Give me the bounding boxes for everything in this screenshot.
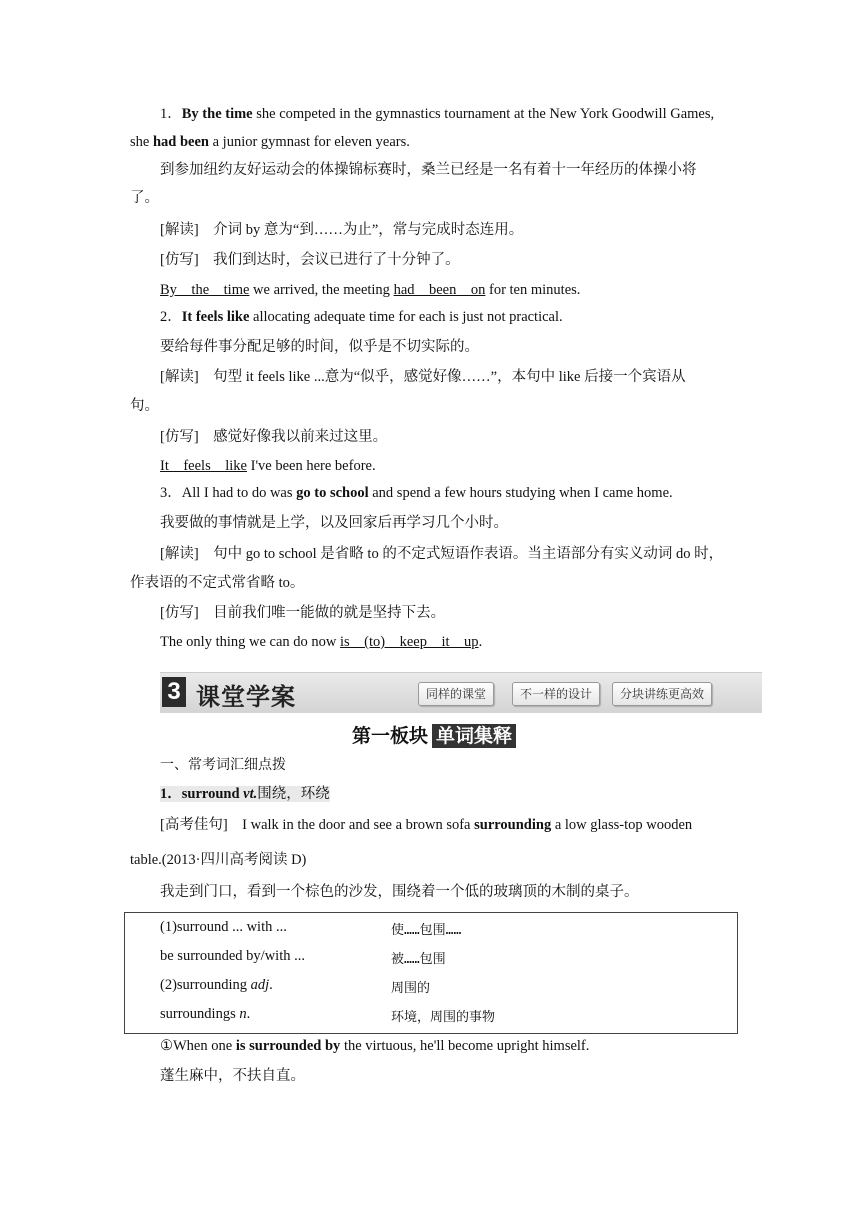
section-heading: 第一板块 单词集释	[352, 721, 516, 748]
usage-row-1-zh: 使……包围……	[391, 923, 462, 938]
sentence-3-imitation: [仿写] 目前我们唯一能做的就是坚持下去。	[160, 605, 446, 621]
gaokao-sentence-zh: 我走到门口，看到一个棕色的沙发，围绕着一个低的玻璃顶的木制的桌子。	[160, 884, 639, 900]
vocab-word-1: 1．surround vt.围绕，环绕	[160, 786, 330, 802]
gaokao-sentence: [高考佳句] I walk in the door and see a brown sofa surrounding a low glass-top wooden	[160, 817, 693, 833]
sentence-2-zh: 要给每件事分配足够的时间，似乎是不切实际的。	[160, 339, 479, 355]
usage-row-1-en: (1)surround ... with ...	[160, 919, 287, 935]
sentence-1-en-cont: she had been a junior gymnast for eleven years.	[130, 134, 410, 150]
banner-tag-3: 分块讲练更高效	[612, 682, 712, 706]
sentence-3-zh: 我要做的事情就是上学，以及回家后再学习几个小时。	[160, 515, 508, 531]
banner-number: 3	[162, 677, 186, 707]
sentence-1-zh: 到参加纽约友好运动会的体操锦标赛时，桑兰已经是一名有着十一年经历的体操小将	[160, 162, 697, 178]
sentence-2-en: 2．It feels like allocating adequate time for each is just not practical.	[160, 309, 563, 325]
sentence-3-en: 3．All I had to do was go to school and spend a few hours studying when I came home.	[160, 485, 673, 501]
sentence-2-imitation: [仿写] 感觉好像我以前来过这里。	[160, 429, 388, 445]
sentence-1-en: 1．By the time she competed in the gymnastics tournament at the New York Goodwill Games,	[160, 106, 715, 122]
usage-row-4-en: surroundings n.	[160, 1006, 251, 1022]
example-1-zh: 蓬生麻中，不扶自直。	[160, 1068, 305, 1084]
sentence-3-explanation: [解读] 句中 go to school 是省略 to 的不定式短语作表语。当主语部分有实义动词 do 时，	[160, 546, 724, 562]
lesson-banner	[160, 672, 762, 713]
sentence-2-explanation: [解读] 句型 it feels like ...意为“似乎，感觉好像……”，本句中 like 后接一个宾语从	[160, 369, 686, 385]
usage-row-3-en: (2)surrounding adj.	[160, 977, 273, 993]
vocab-heading: 一、常考词汇细点拨	[160, 757, 286, 773]
gaokao-sentence-cont: table.(2013·四川高考阅读 D)	[130, 852, 307, 868]
sentence-3-example: The only thing we can do now is (to) keep it up.	[160, 634, 483, 650]
sentence-1-explanation: [解读] 介词 by 意为“到……为止”，常与完成时态连用。	[160, 222, 524, 238]
sentence-1-example: By the time we arrived, the meeting had been on for ten minutes.	[160, 282, 581, 298]
banner-tag-1: 同样的课堂	[418, 682, 494, 706]
usage-row-2-zh: 被……包围	[391, 952, 446, 967]
sentence-1-zh-cont: 了。	[130, 190, 159, 206]
sentence-1-imitation: [仿写] 我们到达时，会议已进行了十分钟了。	[160, 252, 460, 268]
example-1-en: ①When one is surrounded by the virtuous, he'll become upright himself.	[160, 1038, 590, 1054]
banner-tag-2: 不一样的设计	[512, 682, 600, 706]
usage-row-2-en: be surrounded by/with ...	[160, 948, 305, 964]
usage-table	[124, 912, 738, 1034]
usage-row-3-zh: 周围的	[391, 981, 431, 996]
sentence-2-example: It feels like I've been here before.	[160, 458, 376, 474]
sentence-2-explanation-cont: 句。	[130, 398, 159, 414]
usage-row-4-zh: 环境，周围的事物	[391, 1010, 496, 1025]
sentence-3-explanation-cont: 作表语的不定式常省略 to。	[130, 575, 305, 591]
banner-title: 课堂学案	[196, 683, 296, 711]
